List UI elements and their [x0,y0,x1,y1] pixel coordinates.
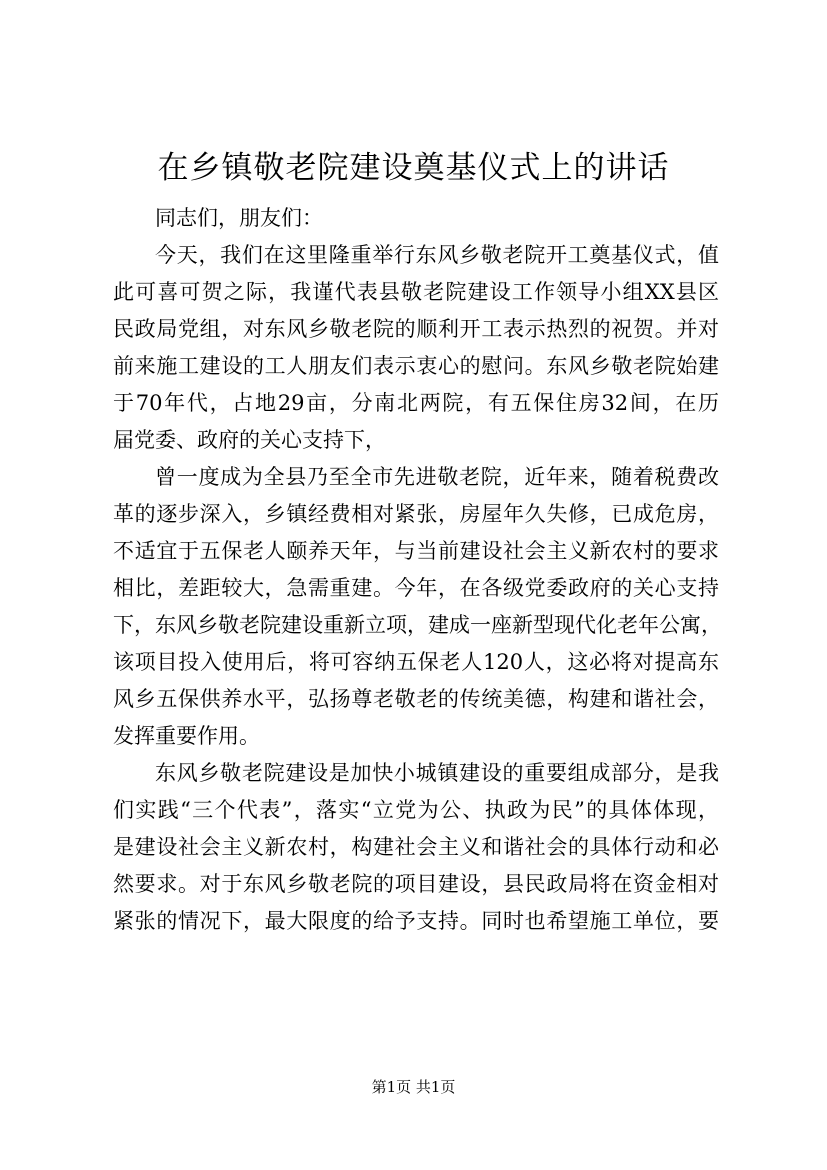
paragraph-line: 革的逐步深入，乡镇经费相对紧张，房屋年久失修，已成危房， [113,502,719,526]
paragraph-line: 紧张的情况下，最大限度的给予支持。同时也希望施工单位，要 [113,909,719,933]
paragraph-line: 曾一度成为全县乃至全市先进敬老院，近年来，随着税费改 [155,465,719,489]
paragraph-line: 发挥重要作用。 [113,724,260,748]
page-number-footer: 第1页 共1页 [371,1078,456,1096]
paragraph-2 [113,459,722,755]
paragraph-3 [113,755,719,940]
paragraph-line: 于70年代，占地29亩，分南北两院，有五保住房32间，在历 [113,391,719,415]
paragraph-line: 不适宜于五保老人颐养天年，与当前建设社会主义新农村的要求 [113,539,719,563]
paragraph-line: 今天，我们在这里隆重举行东风乡敬老院开工奠基仪式，值 [155,243,719,267]
paragraph-line: 民政局党组，对东风乡敬老院的顺利开工表示热烈的祝贺。并对 [113,317,719,341]
paragraph-line: 是建设社会主义新农村，构建社会主义和谐社会的具体行动和必 [113,835,719,859]
paragraph-line: 下，东风乡敬老院建设重新立项，建成一座新型现代化老年公寓， [113,613,722,637]
paragraph-line: 然要求。对于东风乡敬老院的项目建设，县民政局将在资金相对 [113,872,719,896]
document-body [113,200,722,940]
paragraph-line: 相比，差距较大，急需重建。今年，在各级党委政府的关心支持 [113,576,719,600]
paragraph-line: 届党委、政府的关心支持下， [113,428,386,452]
paragraph-line: 前来施工建设的工人朋友们表示衷心的慰问。东风乡敬老院始建 [113,354,719,378]
paragraph-line: 东风乡敬老院建设是加快小城镇建设的重要组成部分，是我 [155,761,719,785]
paragraph-1 [113,237,719,459]
paragraph-line: 风乡五保供养水平，弘扬尊老敬老的传统美德，构建和谐社会， [113,687,719,711]
paragraph-line: 此可喜可贺之际，我谨代表县敬老院建设工作领导小组XX县区 [113,280,719,304]
salutation: 同志们，朋友们： [155,206,323,230]
paragraph-line: 们实践“三个代表”，落实“立党为公、执政为民”的具体体现， [113,798,719,822]
paragraph-line: 该项目投入使用后，将可容纳五保老人120人，这必将对提高东 [113,650,719,674]
document-title: 在乡镇敬老院建设奠基仪式上的讲话 [157,150,670,186]
